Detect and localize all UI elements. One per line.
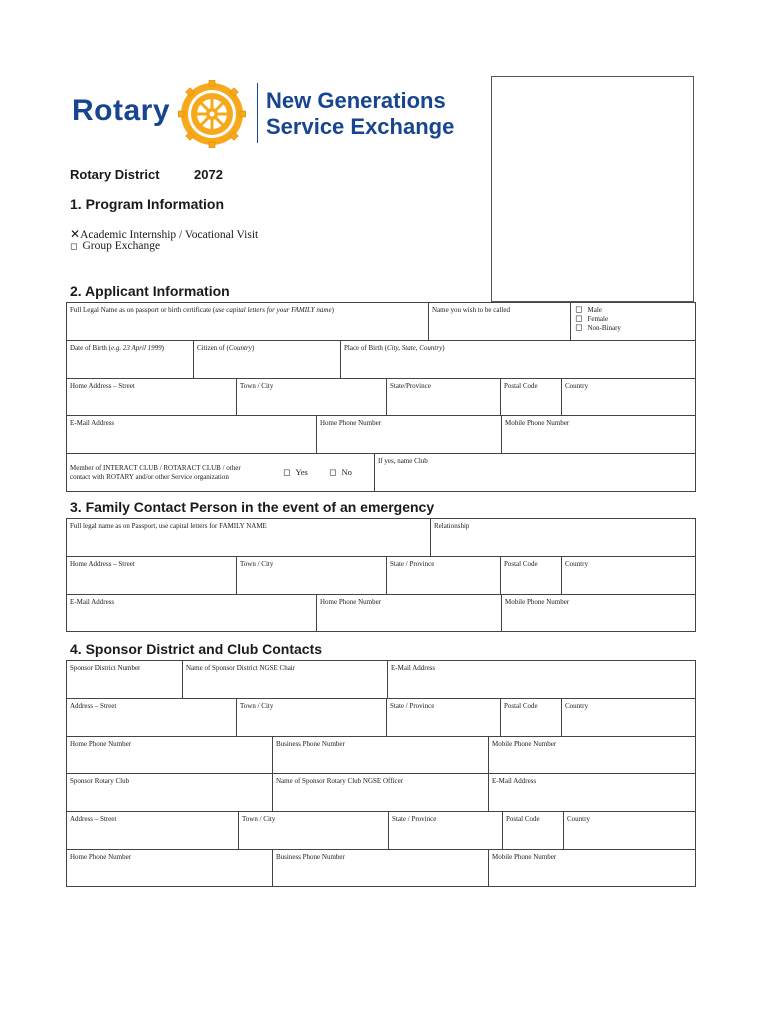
sponsor-email-field[interactable] <box>388 661 696 699</box>
applicant-member-row <box>66 453 696 492</box>
club-town-field[interactable] <box>239 812 389 850</box>
logo-divider <box>257 83 258 143</box>
family-name-label: Full legal name as on Passport, use capital letters for FAMILY NAME <box>70 522 267 530</box>
family-name-row <box>66 518 696 557</box>
member-yes-option[interactable] <box>283 468 308 478</box>
citizen-hint: Country <box>228 344 252 352</box>
sponsor-phone-row <box>66 736 696 774</box>
family-country-label: Country <box>565 560 588 568</box>
full-name-label: Full Legal Name as on passport or birth certificate ( <box>70 306 216 314</box>
club-home-phone-field[interactable] <box>67 850 273 887</box>
applicant-address-row <box>66 378 696 416</box>
sponsor-club-label: Sponsor Rotary Club <box>70 777 130 785</box>
club-name-label: If yes, name Club <box>378 457 428 465</box>
club-mobile-label: Mobile Phone Number <box>492 853 557 861</box>
family-town-field[interactable] <box>237 557 387 595</box>
family-mobile-label: Mobile Phone Number <box>505 598 570 606</box>
sponsor-chair-label: Name of Sponsor District NGSE Chair <box>186 664 296 672</box>
family-email-label: E-Mail Address <box>70 598 115 606</box>
checked-x-icon: ✕ <box>70 227 81 241</box>
club-street-label: Address – Street <box>70 815 117 823</box>
photo-box[interactable] <box>491 76 694 302</box>
citizen-field[interactable] <box>194 341 341 379</box>
gender-female-label: Female <box>587 315 609 323</box>
section1-title: 1. Program Information <box>70 196 225 212</box>
club-mobile-field[interactable] <box>489 850 696 887</box>
pob-close: ) <box>442 344 445 352</box>
citizen-close: ) <box>251 344 255 352</box>
checkbox-icon: ◻ <box>575 323 583 333</box>
sponsor-postal-field[interactable] <box>501 699 562 737</box>
sponsor-officer-label: Name of Sponsor Rotary Club NGSE Officer <box>276 777 404 785</box>
pob-label: Place of Birth ( <box>344 344 387 352</box>
sponsor-officer-field[interactable] <box>273 774 489 812</box>
family-postal-field[interactable] <box>501 557 562 595</box>
gender-options <box>571 303 696 341</box>
family-country-field[interactable] <box>562 557 696 595</box>
family-home-phone-field[interactable] <box>317 595 502 632</box>
checkbox-icon: ◻ <box>283 468 291 478</box>
club-business-phone-field[interactable] <box>273 850 489 887</box>
sponsor-chair-field[interactable] <box>183 661 388 699</box>
member-no-label: No <box>341 467 352 477</box>
family-mobile-field[interactable] <box>502 595 696 632</box>
sponsor-business-phone-field[interactable] <box>273 737 489 774</box>
option-academic-label: Academic Internship / Vocational Visit <box>80 229 259 241</box>
checkbox-icon: ◻ <box>329 468 337 478</box>
club-state-field[interactable] <box>389 812 503 850</box>
sponsor-town-label: Town / City <box>240 702 274 710</box>
country-field[interactable] <box>562 379 696 416</box>
street-field[interactable] <box>67 379 237 416</box>
sponsor-mobile-field[interactable] <box>489 737 696 774</box>
district-number: 2072 <box>194 167 223 182</box>
family-town-label: Town / City <box>240 560 274 568</box>
club-home-phone-label: Home Phone Number <box>70 853 132 861</box>
relationship-label: Relationship <box>434 522 470 530</box>
club-phone-row <box>66 849 696 887</box>
sponsor-town-field[interactable] <box>237 699 387 737</box>
family-street-label: Home Address – Street <box>70 560 135 568</box>
sponsor-home-phone-label: Home Phone Number <box>70 740 132 748</box>
pob-hint: City, State, Country <box>386 344 443 352</box>
club-state-label: State / Province <box>392 815 437 823</box>
club-name-field[interactable] <box>375 454 696 492</box>
club-address-row <box>66 811 696 850</box>
sponsor-street-label: Address – Street <box>70 702 117 710</box>
sponsor-address-row <box>66 698 696 737</box>
family-state-field[interactable] <box>387 557 501 595</box>
club-business-phone-label: Business Phone Number <box>276 853 345 861</box>
checkbox-icon: ◻ <box>575 314 583 324</box>
ngse-logo-title <box>266 88 454 140</box>
dob-field[interactable] <box>67 341 194 379</box>
dob-close: ) <box>161 344 164 352</box>
email-field[interactable] <box>67 416 317 454</box>
full-name-hint: use capital letters for your FAMILY name <box>215 306 332 314</box>
family-state-label: State / Province <box>390 560 435 568</box>
sponsor-club-email-field[interactable] <box>489 774 696 812</box>
citizen-label: Citizen of ( <box>197 344 229 352</box>
rotary-wheel-icon <box>178 80 246 148</box>
town-label: Town / City <box>240 382 274 390</box>
home-phone-field[interactable] <box>317 416 502 454</box>
sponsor-mobile-label: Mobile Phone Number <box>492 740 557 748</box>
family-street-field[interactable] <box>67 557 237 595</box>
dob-label: Date of Birth ( <box>70 344 112 352</box>
family-address-row <box>66 556 696 595</box>
called-name-field[interactable] <box>429 303 571 341</box>
mobile-field[interactable] <box>502 416 696 454</box>
sponsor-district-number-field[interactable] <box>67 661 183 699</box>
sponsor-club-field[interactable] <box>67 774 273 812</box>
dob-hint: e.g. 23 April 1999 <box>111 344 162 352</box>
district-label: Rotary District <box>70 167 160 182</box>
gender-male-label: Male <box>587 306 602 314</box>
applicant-birth-row <box>66 340 696 379</box>
family-contact-row <box>66 594 696 632</box>
country-label: Country <box>565 382 588 390</box>
applicant-contact-row <box>66 415 696 454</box>
postal-field[interactable] <box>501 379 562 416</box>
sponsor-club-email-label: E-Mail Address <box>492 777 537 785</box>
sponsor-postal-label: Postal Code <box>504 702 538 710</box>
section2-title: 2. Applicant Information <box>70 283 230 299</box>
sponsor-state-field[interactable] <box>387 699 501 737</box>
pob-field[interactable] <box>341 341 696 379</box>
family-name-field[interactable] <box>67 519 431 557</box>
option-academic-internship[interactable] <box>70 227 258 241</box>
option-group-exchange[interactable] <box>70 240 160 252</box>
member-yes-label: Yes <box>295 467 308 477</box>
club-street-field[interactable] <box>67 812 239 850</box>
state-label: State/Province <box>390 382 431 390</box>
sponsor-state-label: State / Province <box>390 702 435 710</box>
member-no-option[interactable] <box>329 468 352 478</box>
applicant-name-row <box>66 302 696 341</box>
sponsor-street-field[interactable] <box>67 699 237 737</box>
club-country-field[interactable] <box>564 812 696 850</box>
called-name-label: Name you wish to be called <box>432 306 510 314</box>
sponsor-email-label: E-Mail Address <box>391 664 436 672</box>
family-home-phone-label: Home Phone Number <box>320 598 382 606</box>
state-field[interactable] <box>387 379 501 416</box>
sponsor-district-number-label: Sponsor District Number <box>70 664 141 672</box>
member-question <box>67 454 375 492</box>
family-email-field[interactable] <box>67 595 317 632</box>
club-town-label: Town / City <box>242 815 276 823</box>
gender-nonbinary[interactable] <box>575 324 692 333</box>
full-name-close: ) <box>331 306 334 314</box>
mobile-label: Mobile Phone Number <box>505 419 570 427</box>
full-name-field[interactable] <box>67 303 429 341</box>
sponsor-home-phone-field[interactable] <box>67 737 273 774</box>
club-postal-field[interactable] <box>503 812 564 850</box>
email-label: E-Mail Address <box>70 419 115 427</box>
rotary-logo-word: Rotary <box>72 94 171 127</box>
postal-label: Postal Code <box>504 382 538 390</box>
club-postal-label: Postal Code <box>506 815 540 823</box>
checkbox-icon: ◻ <box>70 242 78 252</box>
sponsor-business-phone-label: Business Phone Number <box>276 740 345 748</box>
gender-male[interactable] <box>575 306 692 315</box>
club-country-label: Country <box>567 815 590 823</box>
section3-title: 3. Family Contact Person in the event of an emergency <box>70 499 435 515</box>
section4-title: 4. Sponsor District and Club Contacts <box>70 641 323 657</box>
sponsor-club-row <box>66 773 696 812</box>
gender-nonbinary-label: Non-Binary <box>587 324 621 332</box>
logo-title-line2: Service Exchange <box>266 114 455 139</box>
family-postal-label: Postal Code <box>504 560 538 568</box>
logo-title-line1: New Generations <box>266 88 446 113</box>
gender-female[interactable] <box>575 315 692 324</box>
checkbox-icon: ◻ <box>575 305 583 315</box>
option-group-label: Group Exchange <box>82 240 161 252</box>
relationship-field[interactable] <box>431 519 696 557</box>
home-phone-label: Home Phone Number <box>320 419 382 427</box>
member-label: Member of INTERACT CLUB / ROTARACT CLUB / other contact with ROTARY and/or other Service organization <box>70 464 241 481</box>
town-field[interactable] <box>237 379 387 416</box>
sponsor-country-field[interactable] <box>562 699 696 737</box>
street-label: Home Address – Street <box>70 382 135 390</box>
sponsor-district-row <box>66 660 696 699</box>
sponsor-country-label: Country <box>565 702 588 710</box>
